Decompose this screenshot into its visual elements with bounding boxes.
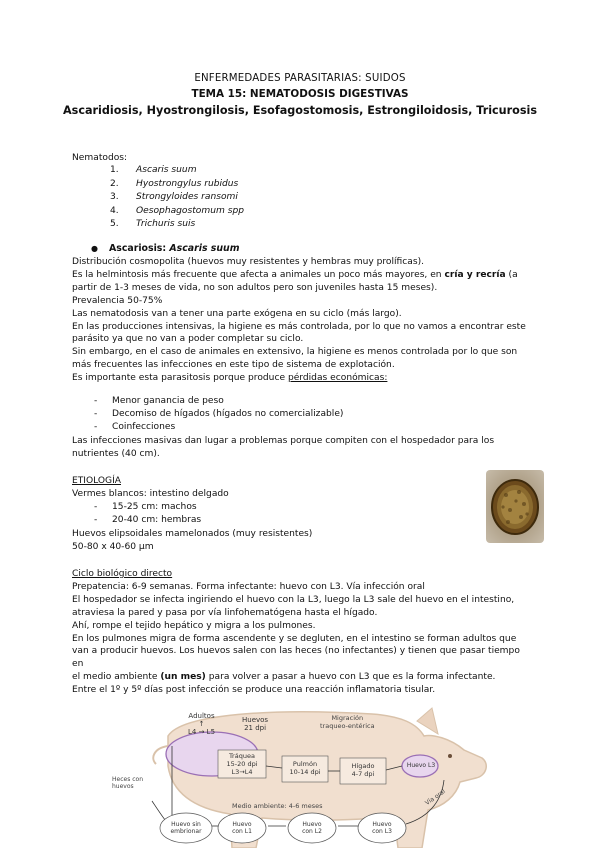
label-ambiente: Medio ambiente: 4-6 meses [232,802,323,810]
sizes-list [94,501,201,527]
losses-list [94,395,343,433]
infection-paragraph: Las infecciones masivas dan lugar a problemas porque compiten con el hospedador para los nutrientes (40 cm). [72,436,495,459]
etiologia-section: ETIOLOGÍA Vermes blancos: intestino delgado [72,475,532,501]
label-adultos: Adultos ↑ L4 → L5 [188,712,216,736]
list-item: 1. Ascaris suum [110,165,197,175]
list-item: - 15-25 cm: machos [94,502,197,512]
course-title: ENFERMEDADES PARASITARIAS: SUIDOS [194,73,406,84]
egg-description: Huevos elipsoidales mamelonados (muy resistentes) 50-80 x 40-60 µm [72,529,313,552]
nematodos-list [110,164,244,232]
list-item: - Decomiso de hígados (hígados no comercializable) [94,408,344,419]
list-item: 2. Hyostrongylus rubidus [110,178,239,189]
ciclo-title: Ciclo biológico directo [72,569,173,579]
life-cycle-diagram [72,706,527,848]
bullet-icon: ● [91,244,98,253]
label-heces: Heces con huevos [112,776,143,790]
list-item: 3. Strongyloides ransomi [110,192,238,203]
ascariosis-body: Distribución cosmopolita (huevos muy resistentes y hembras muy prolíficas). Es la helmintosis más frecuente que afecta a animales un poco más mayores, en cría y recría (a partir de 1-3 meses de vida, no son adultos pero son juveniles hasta 15 meses). Prevalencia 50-75% Las nematodosis van a tener una parte exógena en su ciclo (más largo). En las producciones intensivas, la higiene es más controlada, por lo que no vamos a encontrar este parásito ya que no van a poder completar su ciclo. Sin embargo, en el caso de animales en extensivo, la higiene es menos controlada por lo que son más frecuentes las infecciones en este tipo de sistema de explotación. Es importante esta parasitosis porque produce pérdidas económicas: [72,257,526,384]
section-heading-ascariosis: ● Ascariosis: Ascaris suum [91,243,240,254]
label-oral: Vía oral [424,788,447,807]
list-item: - Coinfecciones [94,421,176,432]
list-item: 4. Oesophagostomum spp [110,205,245,216]
topic-title: TEMA 15: NEMATODOSIS DIGESTIVAS [191,88,409,100]
label-higado: Hígado 4-7 dpi [351,762,375,778]
label-huevo-l3: Huevo L3 [406,762,436,769]
list-item: 5. Trichuris suis [110,219,196,230]
label-migracion: Migración traqueo-entérica [320,714,375,730]
ciclo-section: Ciclo biológico directo Prepatencia: 6-9 semanas. Forma infectante: huevo con L3. Vía infección oral El hospedador se infecta ingiriendo el huevo con la L3, luego la L3 sale del huevo en el intestino, atraviesa la pared y pasa por vía linfohematógena hasta el hígado. Ahí, rompe el tejido hepático y migra a los pulmones. En los pulmones migra de forma ascendente y se degluten, en el intestino se forman adultos que van a producir huevos. Los huevos salen con las heces (no infectantes) y tienen que pasar tiempo en el medio ambiente (un mes) para volver a pasar a huevo con L3 que es la forma infectante. Entre el 1º y 5º días post infección se produce una reacción inflamatoria tisular. [72,568,532,697]
list-item: - 20-40 cm: hembras [94,514,202,525]
nematodos-label: Nematodos: [72,153,128,163]
label-cycle-3: Huevo con L2 [302,821,322,835]
list-item: - Menor ganancia de peso [94,396,224,406]
label-cycle-2: Huevo con L1 [232,821,252,835]
label-traquea: Tráquea 15-20 dpi L3→L4 [226,752,258,776]
label-pulmon: Pulmón 10-14 dpi [289,760,321,776]
label-huevos-21: Huevos 21 dpi [242,716,269,732]
label-cycle-1: Huevo sin embrionar [170,821,202,835]
topic-subtitle: Ascaridiosis, Hyostrongilosis, Esofagostomosis, Estrongiloidosis, Tricurosis [63,104,537,117]
ascaris-egg-photo [486,470,544,543]
label-cycle-4: Huevo con L3 [372,821,392,835]
etiologia-title: ETIOLOGÍA [72,476,121,486]
